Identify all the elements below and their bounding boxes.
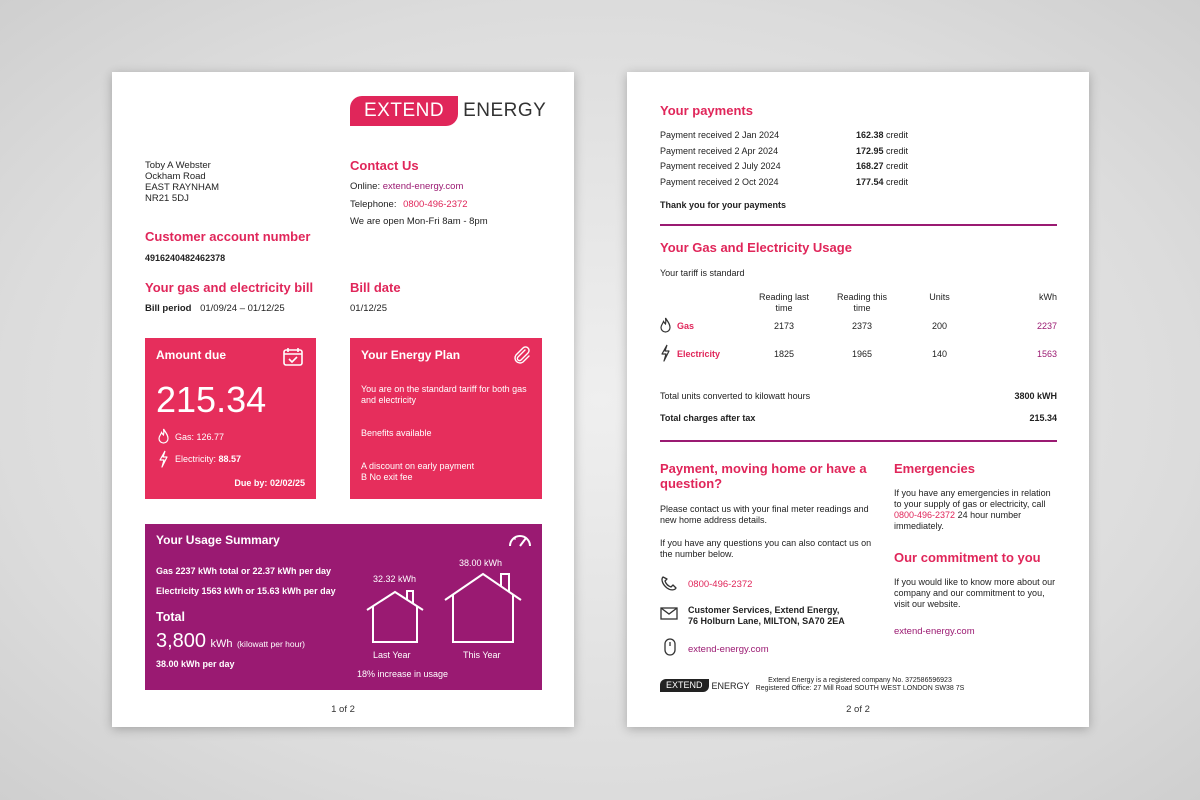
commitment-paragraph: If you would like to know more about our company and our commitment to you, visit our website.	[894, 577, 1056, 609]
last-year-value: 32.32 kWh	[373, 574, 417, 584]
electricity-amount: 88.57	[218, 454, 242, 464]
page-number: 1 of 2	[331, 704, 355, 715]
bill-title: Your gas and electricity bill	[145, 280, 314, 295]
payments-thanks: Thank you for your payments	[660, 200, 787, 210]
electricity-label: Electricity:	[175, 454, 217, 464]
plan-benefits-text: Benefits available	[361, 428, 432, 438]
electricity-units: 140	[931, 349, 948, 359]
tariff-text: Your tariff is standard	[660, 268, 745, 278]
moving-title: Payment, moving home or have a question?	[660, 461, 867, 491]
footer-logo: EXTEND ENERGY	[660, 679, 750, 692]
payment-row	[660, 130, 960, 146]
moving-paragraph-2: If you have any questions you can also contact us on the number below.	[660, 538, 872, 559]
this-year-house-icon	[441, 570, 525, 644]
total-units-label: Total units converted to kilowatt hours	[660, 391, 811, 401]
amount-due-title: Amount due	[156, 348, 226, 362]
this-year-label: This Year	[463, 650, 501, 660]
electricity-last-reading: 1825	[773, 349, 795, 359]
section-divider	[660, 224, 1057, 226]
per-day-usage: 38.00 kWh per day	[156, 659, 235, 669]
bill-section	[145, 280, 313, 315]
lightning-icon	[158, 450, 169, 468]
paperclip-icon	[512, 346, 532, 366]
account-number: 4916240482462378	[145, 253, 226, 263]
this-year-value: 38.00 kWh	[459, 558, 503, 568]
payment-row	[660, 161, 960, 177]
opening-hours: We are open Mon-Fri 8am - 8pm	[350, 216, 488, 227]
address-line: Toby A Webster	[145, 160, 211, 171]
amount-due-card	[145, 338, 316, 499]
address-line: EAST RAYNHAM	[145, 182, 220, 193]
mouse-icon	[664, 638, 676, 656]
gas-usage-line: Gas 2237 kWh total or 22.37 kWh per day	[156, 566, 332, 576]
telephone-label: Telephone:	[350, 198, 397, 210]
telephone-link[interactable]: 0800-496-2372	[403, 198, 468, 210]
gas-last-reading: 2173	[773, 321, 795, 331]
footer-line: Extend Energy is a registered company No. 372586596923	[768, 677, 952, 684]
bill-date-title: Bill date	[350, 280, 401, 295]
payment-suffix: credit	[886, 145, 909, 156]
bill-period-label: Bill period	[145, 303, 192, 314]
address-line: Ockham Road	[145, 171, 206, 182]
electricity-kwh: 1563	[1036, 349, 1057, 359]
customer-address	[145, 160, 219, 204]
payment-amount: 168.27	[856, 161, 884, 171]
payment-row	[660, 177, 960, 193]
address-line: NR21 5DJ	[145, 193, 189, 204]
calendar-icon	[282, 347, 304, 367]
due-by-date: 02/02/25	[269, 478, 305, 488]
payment-row	[660, 146, 960, 162]
page-number: 2 of 2	[846, 704, 870, 715]
postal-address	[688, 605, 845, 627]
account-section	[145, 229, 310, 265]
lightning-icon	[660, 344, 671, 362]
contact-title: Contact Us	[350, 158, 419, 173]
envelope-icon	[660, 607, 678, 620]
bill-page-2	[627, 72, 1089, 727]
emergencies-text	[894, 488, 1059, 532]
address-line: 76 Holburn Lane, MILTON, SA70 2EA	[688, 616, 845, 626]
gas-flame-icon	[660, 317, 671, 333]
gas-flame-icon	[158, 428, 169, 444]
usage-increase-text: 18% increase in usage	[357, 669, 449, 679]
due-by-label: Due by:	[234, 478, 268, 488]
bill-date-section	[350, 280, 401, 315]
header-kwh: kWh	[1039, 292, 1057, 302]
last-year-house-icon	[363, 588, 427, 644]
moving-website-link[interactable]: extend-energy.com	[688, 644, 769, 655]
plan-benefit-b: B No exit fee	[361, 472, 413, 482]
bill-page-1	[112, 72, 574, 727]
gas-units: 200	[931, 321, 948, 331]
payment-amount: 172.95	[856, 145, 884, 156]
payment-amount: 162.38	[856, 130, 884, 140]
account-title: Customer account number	[145, 229, 311, 244]
gauge-icon	[507, 530, 533, 548]
total-label: Total	[156, 610, 185, 624]
total-kwh-value: 3,800	[156, 630, 207, 652]
gas-row-label: Gas	[677, 321, 695, 331]
payment-label: Payment received 2 Oct 2024	[660, 176, 779, 187]
total-charges-value: 215.34	[1029, 413, 1057, 423]
last-year-label: Last Year	[373, 650, 411, 660]
bill-date-value: 01/12/25	[350, 303, 387, 314]
total-kwh-note: (kilowatt per hour)	[236, 639, 305, 649]
payment-amount: 177.54	[856, 176, 884, 187]
header-units: Units	[929, 292, 950, 302]
commitment-title: Our commitment to you	[894, 550, 1041, 565]
gas-label: Gas:	[175, 432, 195, 442]
plan-tariff-text: You are on the standard tariff for both gas and electricity	[361, 384, 527, 405]
phone-icon	[660, 575, 678, 591]
moving-paragraph-1: Please contact us with your final meter readings and new home address details.	[660, 504, 869, 525]
footer-registration	[755, 677, 965, 693]
payment-suffix: credit	[886, 176, 909, 187]
address-line: Customer Services, Extend Energy,	[688, 605, 840, 615]
total-charges-label: Total charges after tax	[660, 413, 756, 423]
usage-title: Your Gas and Electricity Usage	[660, 240, 852, 255]
bill-period-value: 01/09/24 – 01/12/25	[200, 303, 285, 314]
energy-plan-title: Your Energy Plan	[361, 348, 461, 362]
payment-label: Payment received 2 Apr 2024	[660, 145, 779, 156]
footer-line: Registered Office: 27 Mill Road SOUTH WEST LONDON SW38 7S	[755, 685, 965, 692]
section-divider	[660, 440, 1057, 442]
amount-due-value: 215.34	[156, 379, 267, 420]
header-reading-last: Reading last time	[758, 292, 810, 313]
electricity-row-label: Electricity	[677, 349, 721, 359]
gas-amount: 126.77	[196, 432, 225, 442]
extend-energy-logo: EXTEND ENERGY	[350, 96, 546, 126]
payment-suffix: credit	[886, 161, 909, 171]
emergencies-title: Emergencies	[894, 461, 975, 476]
payment-label: Payment received 2 Jan 2024	[660, 130, 780, 140]
contact-section	[350, 158, 560, 228]
total-kwh-unit: kWh	[210, 638, 233, 650]
commitment-website-link[interactable]: extend-energy.com	[894, 626, 975, 637]
moving-phone-link[interactable]: 0800-496-2372	[688, 579, 753, 590]
total-units-value: 3800 kWH	[1014, 391, 1057, 401]
emergencies-paragraph-end: 24 hour number immediately.	[894, 510, 1022, 531]
payment-suffix: credit	[886, 130, 909, 140]
payments-list	[660, 130, 960, 192]
electricity-usage-line: Electricity 1563 kWh or 15.63 kWh per day	[156, 586, 336, 596]
usage-summary-card	[145, 524, 542, 690]
plan-benefit-a: A discount on early payment	[361, 461, 475, 471]
usage-summary-title: Your Usage Summary	[156, 533, 280, 547]
gas-kwh: 2237	[1036, 321, 1057, 331]
payments-title: Your payments	[660, 103, 753, 118]
website-link[interactable]: extend-energy.com	[382, 181, 464, 192]
header-reading-this: Reading this time	[836, 292, 888, 313]
emergencies-paragraph: If you have any emergencies in relation to your supply of gas or electricity, call	[894, 488, 1051, 509]
gas-this-reading: 2373	[851, 321, 873, 331]
payment-label: Payment received 2 July 2024	[660, 161, 781, 171]
emergencies-phone-link[interactable]: 0800-496-2372	[894, 510, 956, 520]
electricity-this-reading: 1965	[851, 349, 873, 359]
online-label: Online:	[350, 181, 381, 192]
energy-plan-card	[350, 338, 542, 499]
